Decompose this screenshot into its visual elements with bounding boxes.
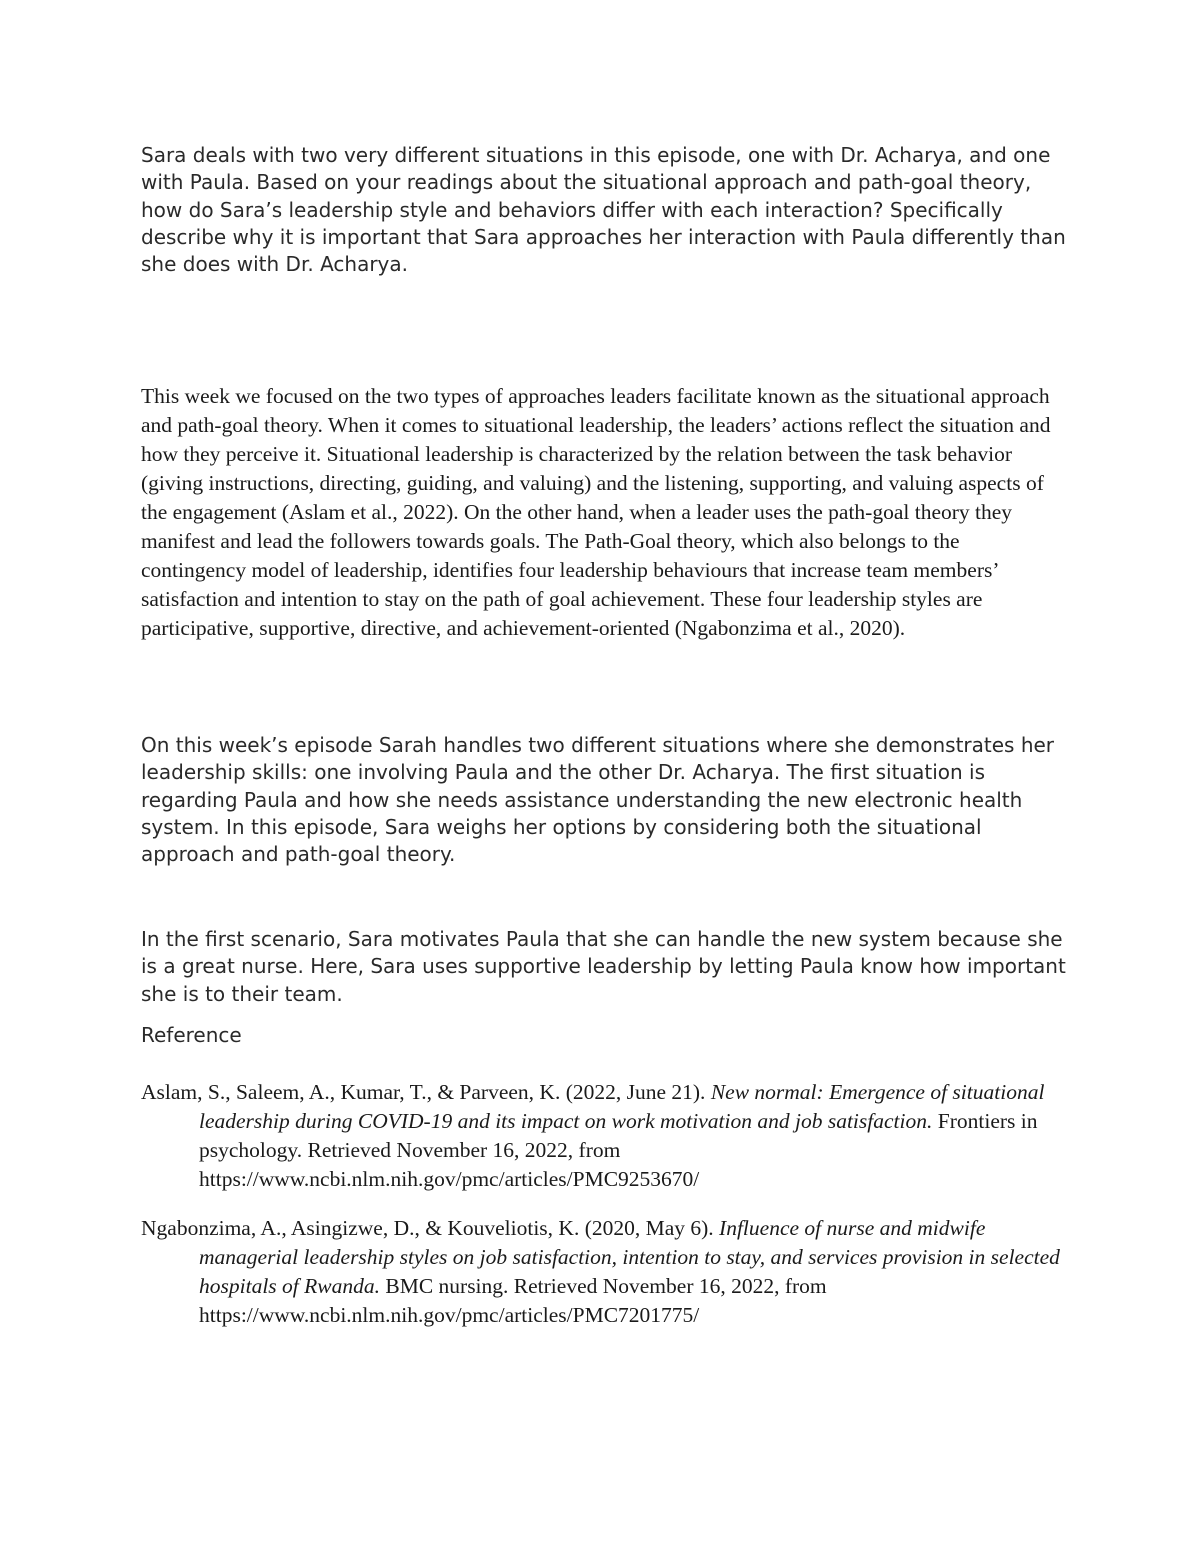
reference-entry <box>141 1214 1061 1330</box>
answer-paragraph-2: On this week’s episode Sarah handles two different situations where she demonstrates her leadership skills: one involving Paula and the other Dr. Acharya. The first situation is regarding Paula and how she needs assistance understanding the new electronic health system. In this episode, Sara weighs her options by considering both the situational approach and path-goal theory. <box>141 733 1055 867</box>
answer-paragraph-3: In the first scenario, Sara motivates Paula that she can handle the new system because she is a great nurse. Here, Sara uses supportive leadership by letting Paula know how important she is to their team. <box>141 927 1066 1006</box>
reference-source: BMC nursing. Retrieved November 16, 2022, from https://www.ncbi.nlm.nih.gov/pmc/articles/PMC7201775/ <box>199 1274 827 1327</box>
reference-authors: Ngabonzima, A., Asingizwe, D., & Kouveliotis, K. (2020, May 6). <box>141 1216 720 1240</box>
reference-title: Influence of nurse and midwife managerial leadership styles on job satisfaction, intention to stay, and services provision in selected hospitals of Rwanda. <box>199 1216 1060 1298</box>
discussion-prompt: Sara deals with two very different situations in this episode, one with Dr. Acharya, and one with Paula. Based on your readings about the situational approach and path-goal theory, how do Sara’s leadership style and behaviors differ with each interaction? Specifically describe why it is important that Sara approaches her interaction with Paula differently than she does with Dr. Acharya. <box>141 143 1066 277</box>
reference-entry <box>141 1078 1061 1194</box>
answer-paragraph-1: This week we focused on the two types of approaches leaders facilitate known as the situational approach and path-goal theory. When it comes to situational leadership, the leaders’ actions reflect the situation and how they perceive it. Situational leadership is characterized by the relation between the task behavior (giving instructions, directing, guiding, and valuing) and the listening, supporting, and valuing aspects of the engagement (Aslam et al., 2022). On the other hand, when a leader uses the path-goal theory they manifest and lead the followers towards goals. The Path-Goal theory, which also belongs to the contingency model of leadership, identifies four leadership behaviours that increase team members’ satisfaction and intention to stay on the path of goal achievement. These four leadership styles are participative, supportive, directive, and achievement-oriented (Ngabonzima et al., 2020). <box>141 384 1051 640</box>
reference-authors: Aslam, S., Saleem, A., Kumar, T., & Parveen, K. (2022, June 21). <box>141 1080 711 1104</box>
reference-title: New normal: Emergence of situational leadership during COVID-19 and its impact on work motivation and job satisfaction. <box>199 1080 1045 1133</box>
reference-heading: Reference <box>141 1023 242 1047</box>
reference-source: Frontiers in psychology. Retrieved November 16, 2022, from https://www.ncbi.nlm.nih.gov/pmc/articles/PMC9253670/ <box>199 1109 1038 1191</box>
